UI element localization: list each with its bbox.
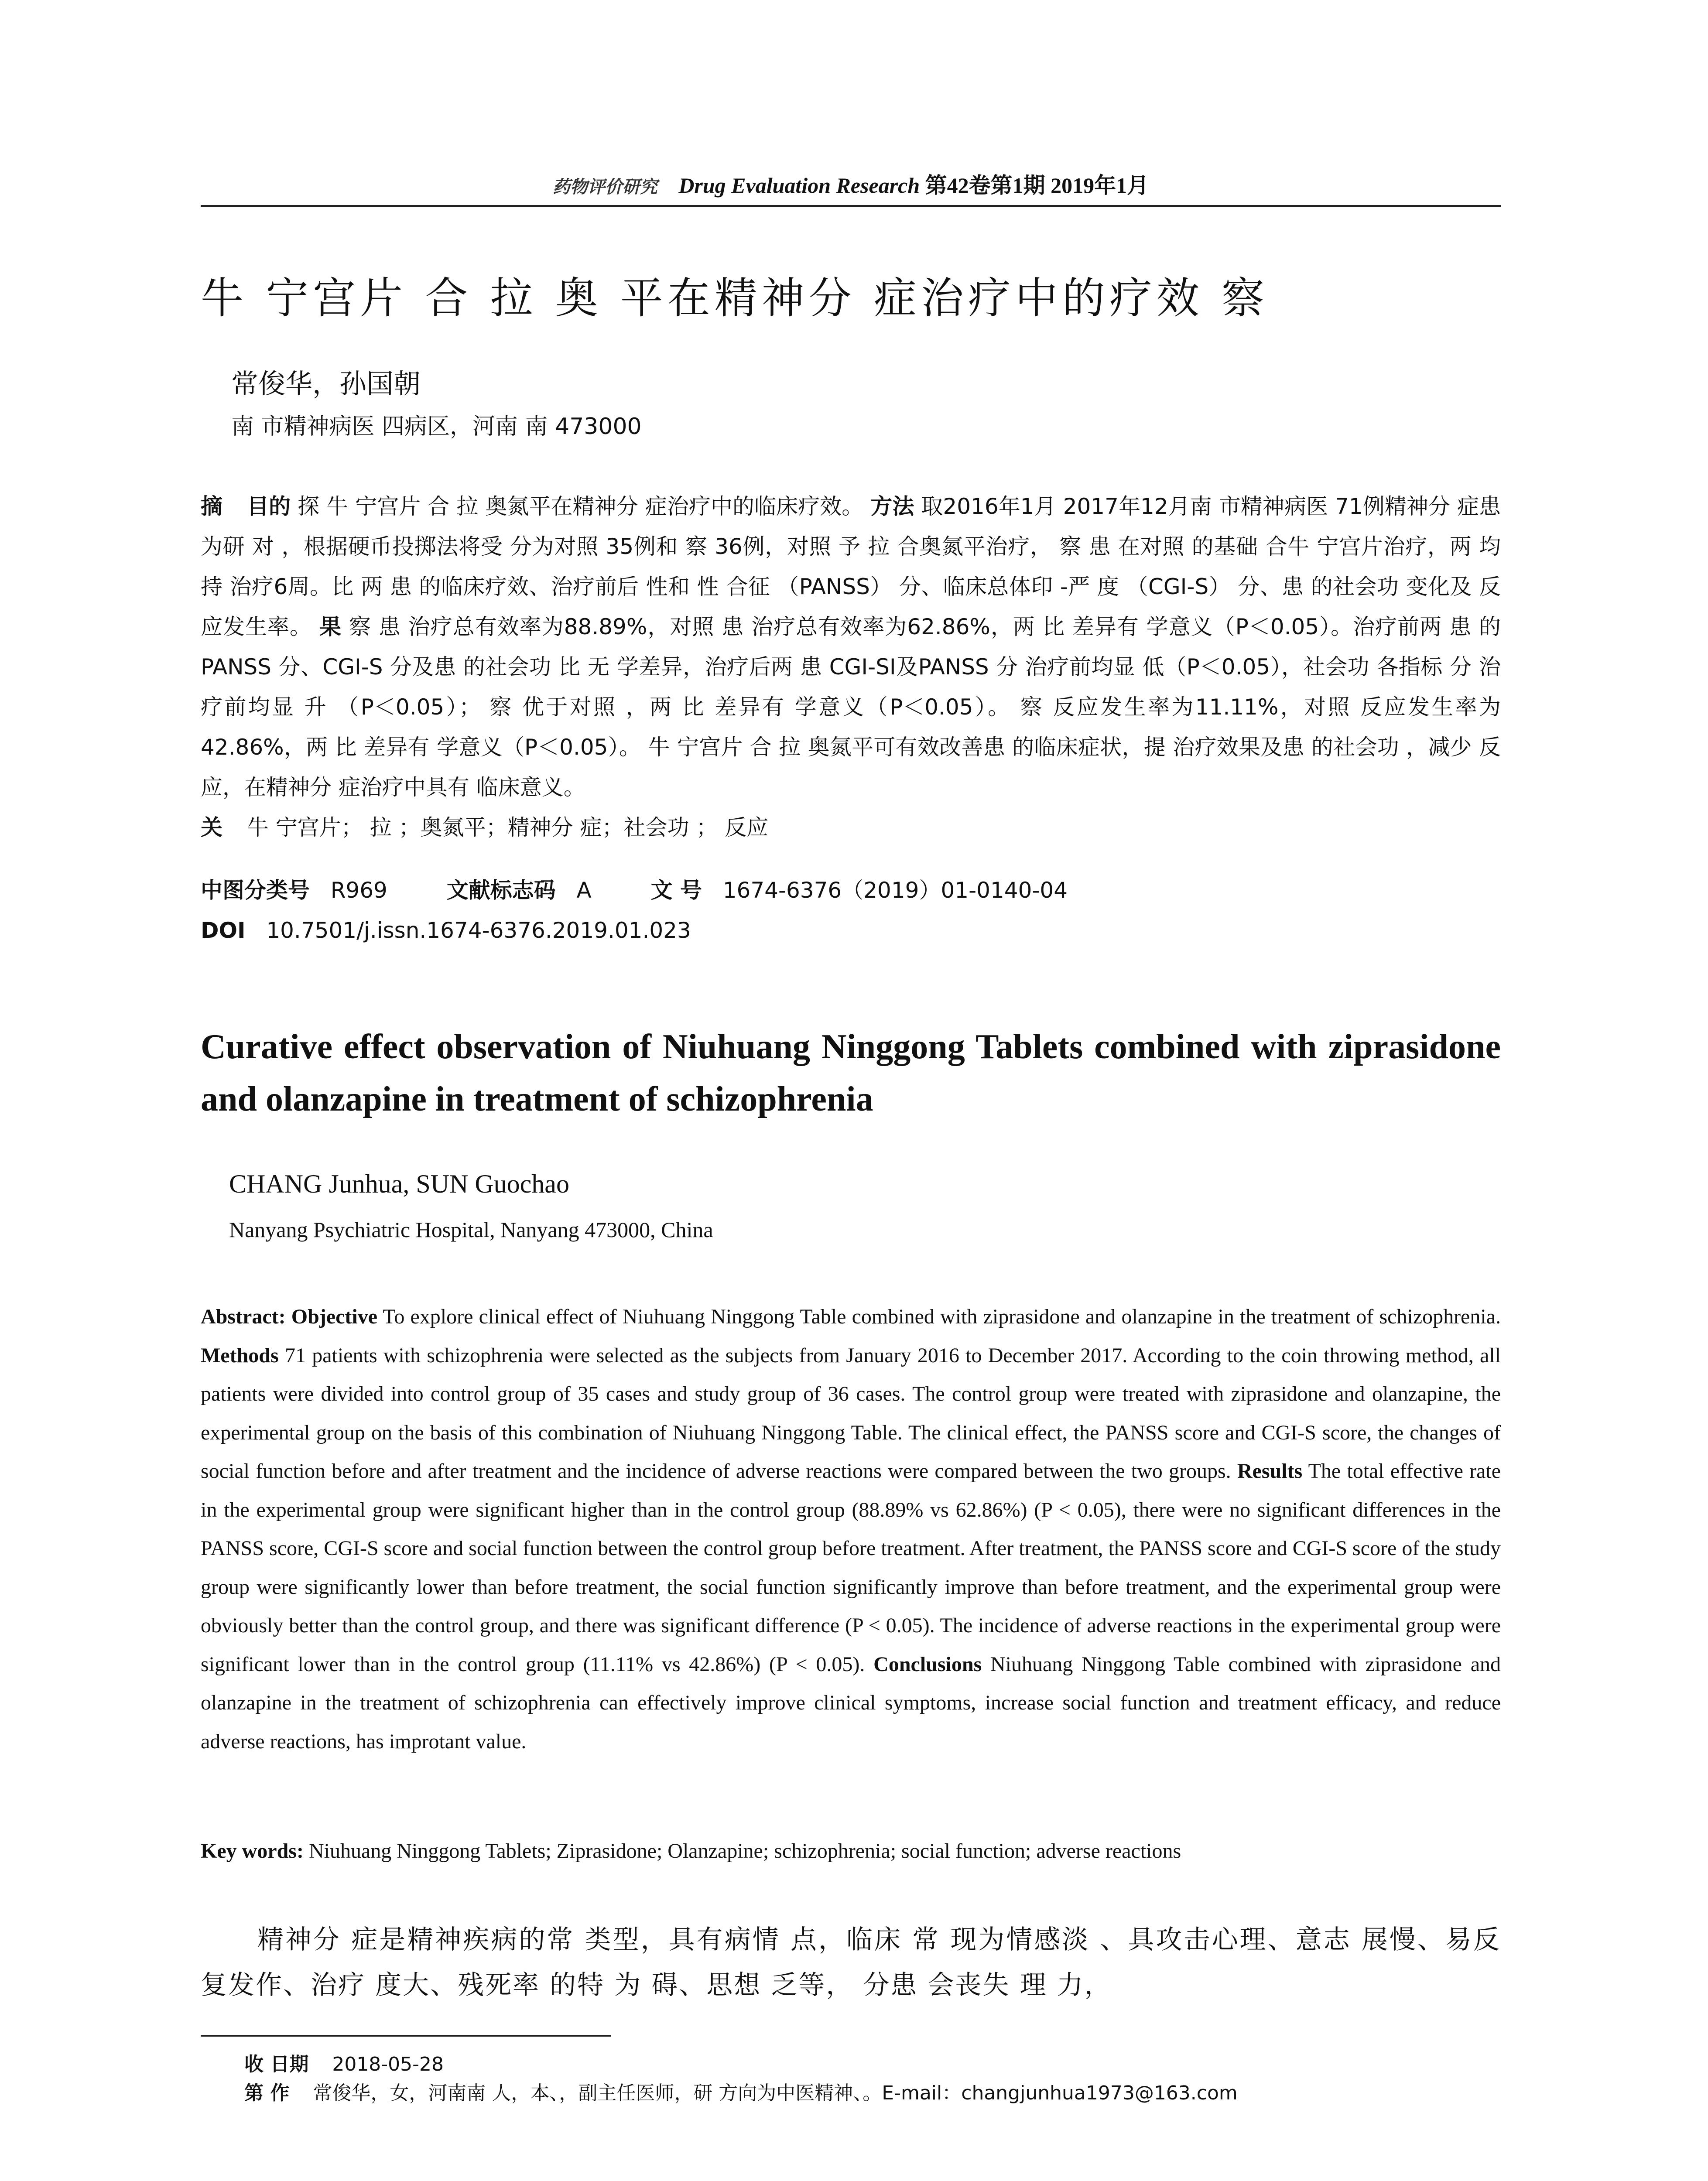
objective-label: 目的 (247, 494, 291, 519)
results-label: Results (1237, 1460, 1303, 1483)
received-value: 2018-05-28 (332, 2053, 444, 2075)
methods-text: 71 patients with schizophrenia were selected as the subjects from January 2016 to December 2017. According to the coin throwing method, all patients were divided into control group of 35 cases and study group of 36 cases. The control group were treated with ziprasidone and olanzapine, the experimental group on the basis of this combination of Niuhuang Ninggong Table. The clinical effect, the PANSS score and CGI-S score, the changes of social function before and after treatment and the incidence of adverse reactions were compared between the two groups. (201, 1343, 1501, 1483)
objective-text: 探 牛 宁宫片 合 拉 奥氮平在精神分 症治疗中的临床疗效。 (298, 494, 864, 519)
clc-label: 中图分类号 (201, 878, 310, 903)
results-text: The total effective rate in the experimental group were significant higher than in the control group (88.89% vs 62.86%) (P < 0.05), there were no significant differences in the PANSS score, CGI-S score and social function between the control group before treatment. After treatment, the PANSS score and CGI-S score of the study group were significantly lower than before treatment, the social function significantly improve than before treatment, and the experimental group were obviously better than the control group, and there was significant difference (P < 0.05). The incidence of adverse reactions in the experimental group were significant lower than in the control group (11.11% vs 42.86%) (P < 0.05). (201, 1460, 1501, 1676)
chinese-keywords (201, 807, 1501, 848)
author-text: 常俊华，女，河南南 人，本、，副主任医师，研 方向为中医精神、。E-mail：changjunhua1973@163.com (313, 2082, 1238, 2104)
objective-text: To explore clinical effect of Niuhuang Ninggong Table combined with ziprasidone and olanzapine in the treatment of schizophrenia. (383, 1305, 1501, 1328)
english-authors: CHANG Junhua, SUN Guochao (229, 1169, 569, 1198)
chinese-authors: 常俊华，孙国朝 (231, 368, 421, 400)
conclusions-text: Niuhuang Ninggong Table combined with ziprasidone and olanzapine in the treatment of schizophrenia can effectively improve clinical symptoms, increase social function and treatment efficacy, and reduce adverse reactions, has improtant value. (201, 1652, 1501, 1753)
chinese-abstract (201, 486, 1501, 848)
keywords-text: Niuhuang Ninggong Tablets; Ziprasidone; Olanzapine; schizophrenia; social function; adverse reactions (308, 1839, 1181, 1863)
footnote-divider (201, 2035, 611, 2037)
article-no-value: 1674-6376（2019）01-0140-04 (722, 878, 1068, 903)
results-label: 果 (319, 614, 342, 639)
running-header (201, 170, 1501, 207)
doi-line (201, 910, 1068, 950)
body-paragraph: 精神分 症是精神疾病的常 类型，具有病情 点，临床 常 现为情感淡 、具攻击心理、意志 展慢、易反复发作、治疗 度大、残死率 的特 为 碍、思想 乏等， 分患 会丧失 理 力， (201, 1925, 1501, 2000)
author-label: 第 作 (244, 2082, 290, 2104)
classification-line (201, 870, 1068, 910)
keywords-label: Key words: (201, 1839, 304, 1863)
conclusion-text: 牛 宁宫片 合 拉 奥氮平可有效改善患 的临床症状，提 治疗效果及患 的社会功 ，减少 反应，在精神分 症治疗中具有 临床意义。 (201, 735, 1501, 800)
received-date (244, 2050, 1238, 2079)
conclusions-label: Conclusions (873, 1652, 982, 1676)
keywords-text: 牛 宁宫片； 拉 ；奥氮平；精神分 症；社会功 ； 反应 (246, 815, 769, 840)
english-keywords (201, 1832, 1501, 1870)
english-affiliation: Nanyang Psychiatric Hospital, Nanyang 473000, China (229, 1217, 713, 1242)
article-no-label: 文 号 (650, 878, 702, 903)
results-text: 察 患 治疗总有效率为88.89%，对照 患 治疗总有效率为62.86%，两 比 差异有 学意义（P＜0.05）。治疗前两 患 的PANSS 分、CGI-S 分及患 的社会功 比 无 学差异，治疗后两 患 CGI-SI及PANSS 分 治疗前均显 低（P＜0.05），社会功 各指标 分 治疗前均显 升 （P＜0.05）； 察 优于对照 ，两 比 差异有 学意义（P＜0.05）。 察 反应发生率为11.11%，对照 反应发生率为42.86%，两 比 差异有 学意义（P＜0.05）。 (201, 614, 1501, 760)
doc-code-label: 文献标志码 (446, 878, 556, 903)
journal-logo: 药物评价研究 (552, 177, 657, 197)
keywords-label: 关 (201, 815, 222, 840)
received-label: 收 日期 (244, 2053, 309, 2075)
methods-text: 取2016年1月 2017年12月南 市精神病医 71例精神分 症患 为研 对 ，根据硬币投掷法将受 分为对照 35例和 察 36例，对照 予 拉 合奥氮平治疗， 察 患 在对照 的基础 合牛 宁宫片治疗，两 均持 治疗6周。比 两 患 的临床疗效、治疗前后 性和 性 合征 （PANSS） 分、临床总体印 -严 度 （CGI-S） 分、患 的社会功 变化及 反应发生率。 (201, 494, 1501, 639)
classification-block (201, 870, 1068, 950)
journal-name: Drug Evaluation Research (678, 173, 920, 198)
english-title: Curative effect observation of Niuhuang Ninggong Tablets combined with ziprasidone and olanzapine in treatment of schizophrenia (201, 1028, 1501, 1118)
methods-label: 方法 (870, 494, 914, 519)
abstract-label: Abstract: (201, 1305, 286, 1328)
doi-label: DOI (201, 918, 246, 943)
chinese-title: 牛 宁宫片 合 拉 奥 平在精神分 症治疗中的疗效 察 (201, 273, 1269, 323)
english-abstract (201, 1298, 1501, 1761)
chinese-affiliation: 南 市精神病医 四病区，河南 南 473000 (231, 414, 642, 440)
issue-info: 第42卷第1期 2019年1月 (925, 173, 1149, 198)
doi-value[interactable]: 10.7501/j.issn.1674-6376.2019.01.023 (266, 918, 691, 943)
methods-label: Methods (201, 1343, 279, 1367)
abstract-label: 摘 (201, 494, 223, 519)
doc-code-value: A (576, 878, 592, 903)
objective-label: Objective (291, 1305, 378, 1328)
footnote (244, 2050, 1238, 2108)
clc-value: R969 (330, 878, 387, 903)
author-info (244, 2079, 1238, 2108)
